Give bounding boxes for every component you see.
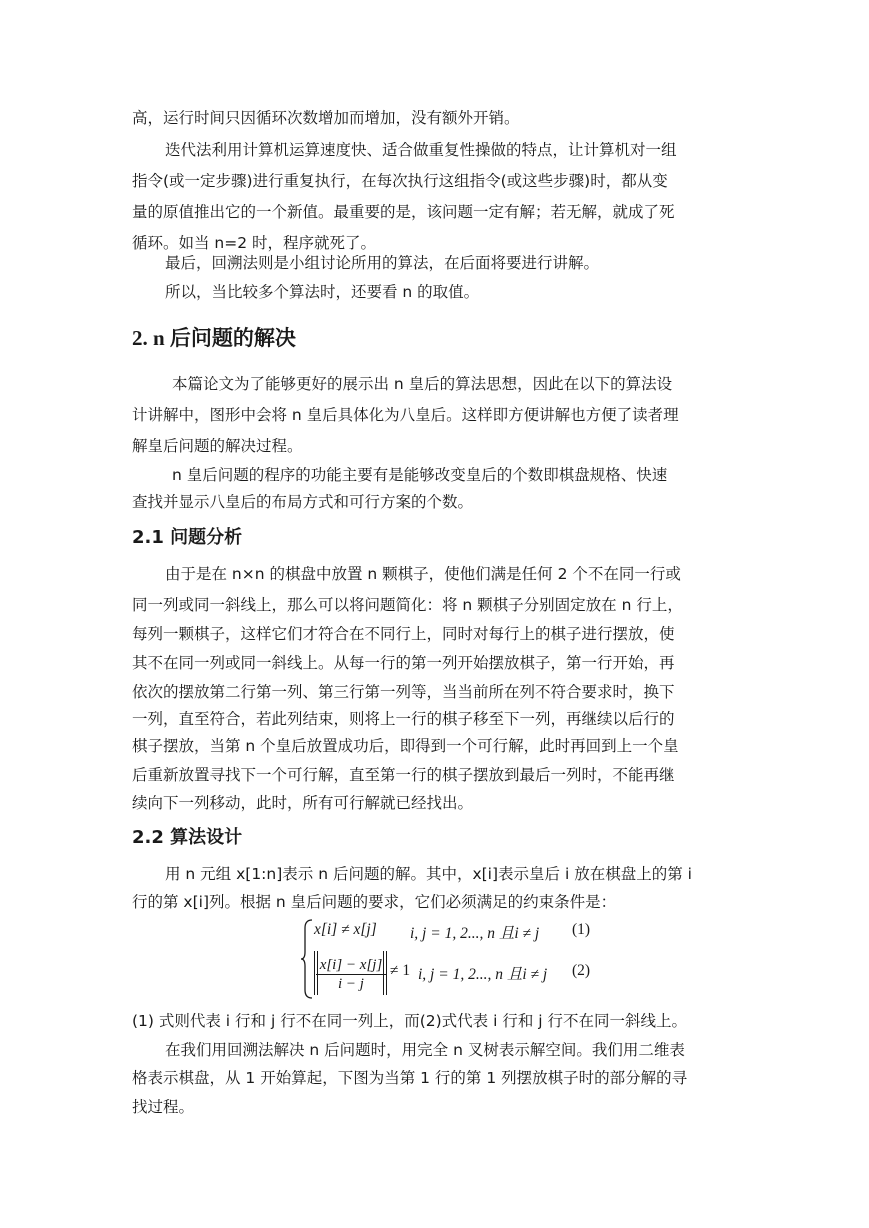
paragraph-line: 用 n 元组 x[1:n]表示 n 后问题的解。其中，x[i]表示皇后 i 放在棋盘上的第 i bbox=[165, 865, 692, 883]
fraction-numerator: x[i] − x[j] bbox=[319, 957, 383, 973]
paragraph-line: 解皇后问题的解决过程。 bbox=[132, 437, 303, 455]
paragraph-line: n 皇后问题的程序的功能主要有是能够改变皇后的个数即棋盘规格、快速 bbox=[172, 466, 668, 484]
paragraph-line: 在我们用回溯法解决 n 后问题时，用完全 n 叉树表示解空间。我们用二维表 bbox=[165, 1041, 685, 1059]
paragraph-line: 其不在同一列或同一斜线上。从每一行的第一列开始摆放棋子，第一行开始，再 bbox=[132, 654, 675, 672]
paragraph-line: 后重新放置寻找下一个可行解，直至第一行的棋子摆放到最后一列时，不能再继 bbox=[132, 766, 675, 784]
abs-bar-right bbox=[386, 951, 387, 995]
paragraph-line: 计讲解中，图形中会将 n 皇后具体化为八皇后。这样即方便讲解也方便了读者理 bbox=[132, 406, 679, 424]
paragraph-line: 格表示棋盘，从 1 开始算起，下图为当第 1 行的第 1 列摆放棋子时的部分解的寻 bbox=[132, 1069, 688, 1087]
eq2-condition: i, j = 1, 2..., n 且i ≠ j bbox=[418, 966, 548, 983]
paragraph-line: 棋子摆放，当第 n 个皇后放置成功后，即得到一个可行解，此时再回到上一个皇 bbox=[132, 737, 679, 755]
left-brace-icon bbox=[300, 918, 314, 1000]
eq2-number: (2) bbox=[572, 962, 591, 979]
eq1-lhs: x[i] ≠ x[j] bbox=[314, 921, 377, 938]
paragraph-line: 指令(或一定步骤)进行重复执行，在每次执行这组指令(或这些步骤)时，都从变 bbox=[132, 172, 668, 190]
eq2-relation: ≠ 1 bbox=[390, 962, 411, 979]
subsection-heading: 2.1 问题分析 bbox=[132, 527, 243, 548]
paragraph-line: 最后，回溯法则是小组讨论所用的算法，在后面将要进行讲解。 bbox=[165, 254, 600, 272]
paragraph-line: 本篇论文为了能够更好的展示出 n 皇后的算法思想，因此在以下的算法设 bbox=[172, 375, 673, 393]
paragraph-line: 续向下一列移动，此时，所有可行解就已经找出。 bbox=[132, 794, 474, 812]
paragraph-line: 找过程。 bbox=[132, 1098, 195, 1116]
fraction-denominator: i − j bbox=[316, 974, 386, 993]
paragraph-line: 查找并显示八皇后的布局方式和可行方案的个数。 bbox=[132, 493, 474, 511]
paragraph-line: 同一列或同一斜线上，那么可以将问题简化：将 n 颗棋子分别固定放在 n 行上， bbox=[132, 596, 683, 614]
paragraph-line: 迭代法利用计算机运算速度快、适合做重复性操做的特点，让计算机对一组 bbox=[165, 141, 677, 159]
paragraph-line: 高，运行时间只因循环次数增加而增加，没有额外开销。 bbox=[132, 109, 520, 127]
paragraph-line: 行的第 x[i]列。根据 n 皇后问题的要求，它们必须满足的约束条件是： bbox=[132, 893, 617, 911]
fraction bbox=[316, 956, 386, 993]
eq1-condition: i, j = 1, 2..., n 且i ≠ j bbox=[410, 925, 540, 942]
paragraph-line: (1) 式则代表 i 行和 j 行不在同一列上，而(2)式代表 i 行和 j 行不在同一斜线上。 bbox=[132, 1012, 687, 1030]
paragraph-line: 依次的摆放第二行第一列、第三行第一列等，当当前所在列不符合要求时，换下 bbox=[132, 683, 675, 701]
paragraph-line: 由于是在 n×n 的棋盘中放置 n 颗棋子，使他们满是任何 2 个不在同一行或 bbox=[165, 565, 681, 583]
subsection-heading: 2.2 算法设计 bbox=[132, 827, 243, 848]
abs-bar-right bbox=[383, 951, 384, 995]
eq1-number: (1) bbox=[572, 921, 591, 938]
abs-bar-left bbox=[314, 951, 315, 995]
paragraph-line: 每列一颗棋子，这样它们才符合在不同行上，同时对每行上的棋子进行摆放，使 bbox=[132, 625, 675, 643]
section-heading: 2. n 后问题的解决 bbox=[132, 326, 296, 350]
paragraph-line: 一列，直至符合，若此列结束，则将上一行的棋子移至下一列，再继续以后行的 bbox=[132, 710, 675, 728]
paragraph-line: 循环。如当 n=2 时，程序就死了。 bbox=[132, 234, 377, 252]
paragraph-line: 量的原值推出它的一个新值。最重要的是，该问题一定有解；若无解，就成了死 bbox=[132, 203, 675, 221]
paragraph-line: 所以，当比较多个算法时，还要看 n 的取值。 bbox=[165, 283, 480, 301]
